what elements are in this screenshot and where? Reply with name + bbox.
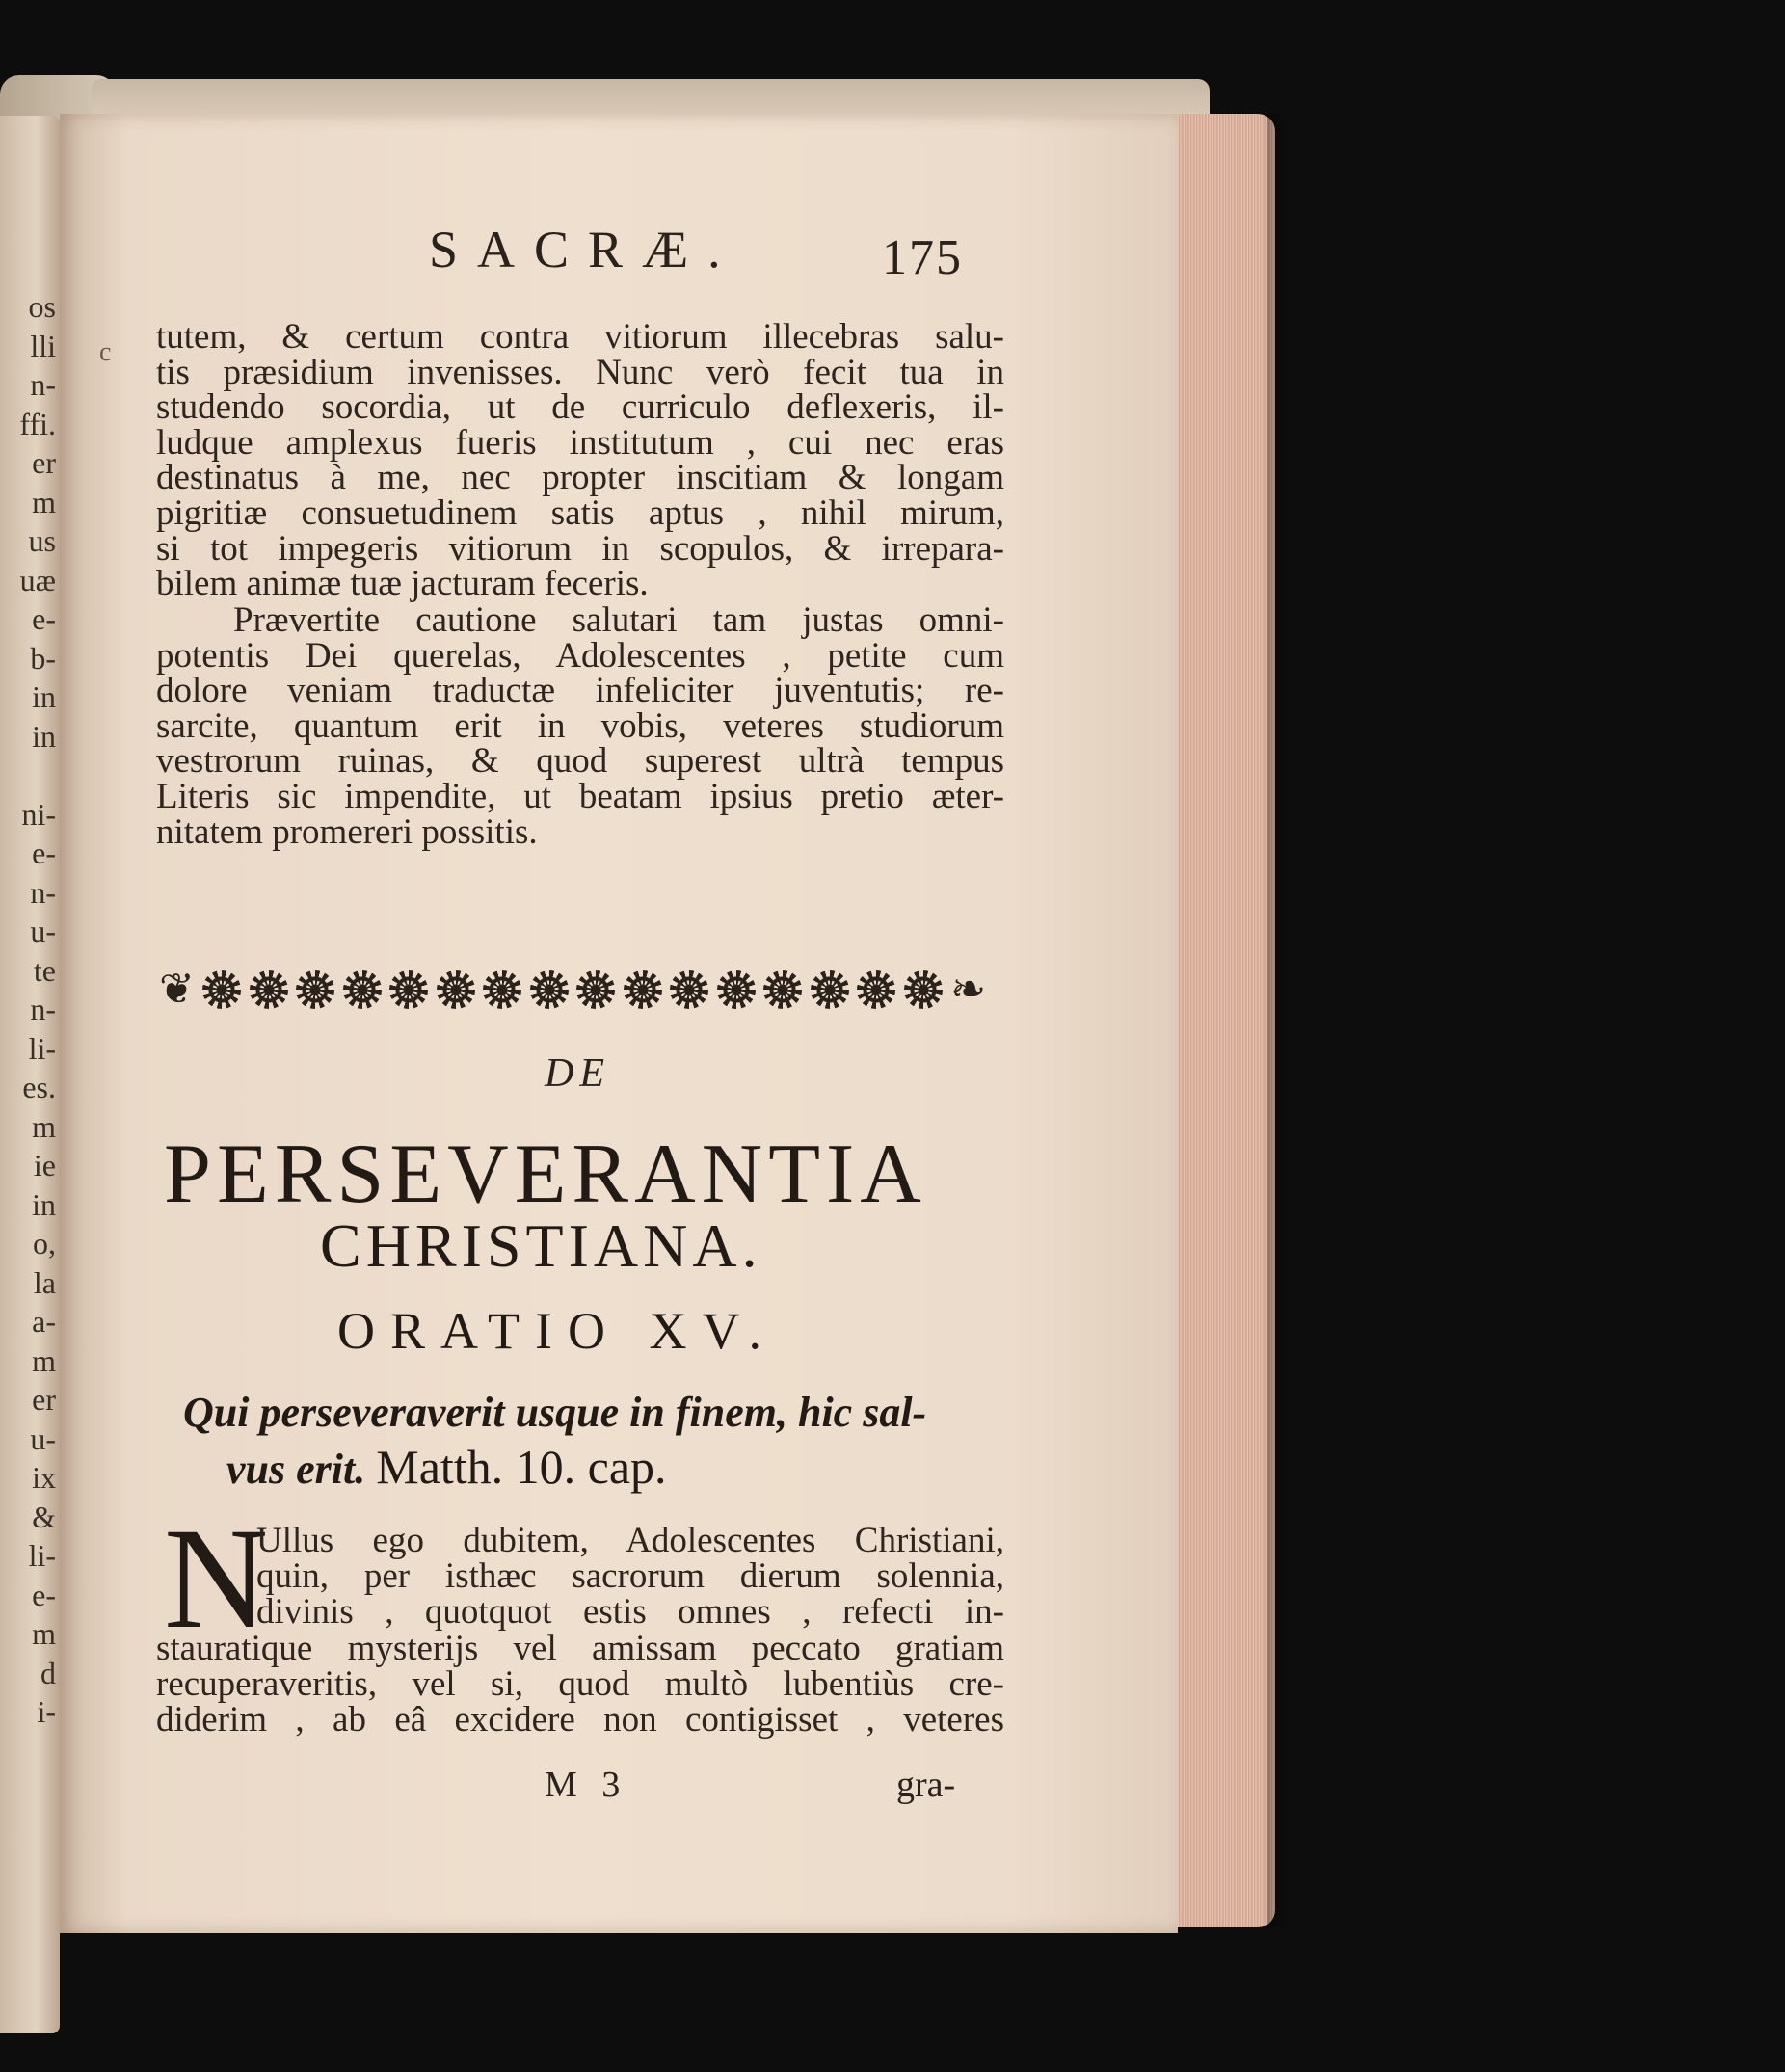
left-page-fragment: u- xyxy=(30,914,56,948)
text-line: vestrorum ruinas, & quod superest ultrà tempus xyxy=(156,741,1004,782)
left-page-fragment: u- xyxy=(30,1421,56,1456)
ornament-rosette xyxy=(343,970,382,1009)
page-number: 175 xyxy=(882,230,963,285)
left-page-fragment: n- xyxy=(30,992,56,1026)
ornament-rosette xyxy=(389,970,428,1009)
text-line: bilem animæ tuæ jacturam feceris. xyxy=(156,564,649,604)
epigraph-continuation: vus erit. xyxy=(226,1446,366,1493)
left-page-fragment: e- xyxy=(32,1577,56,1612)
left-page-fragment: ix xyxy=(32,1460,56,1495)
left-page-fragment: er xyxy=(32,445,56,480)
left-page-fragment: m xyxy=(32,484,56,519)
left-page-fragment: us xyxy=(28,523,56,558)
text-line: divinis , quotquot estis omnes , refecti in- xyxy=(256,1592,1004,1633)
text-line: dolore veniam traductæ infeliciter juventutis; re- xyxy=(156,671,1004,711)
text-line: studendo socordia, ut de curriculo deflexeris, il- xyxy=(156,387,1004,428)
left-page-fragment: & xyxy=(32,1499,56,1534)
page-header xyxy=(0,220,1785,287)
left-page-fragment: li- xyxy=(28,1030,56,1066)
ornament-rosette xyxy=(717,970,756,1009)
ornament-rosette xyxy=(296,970,334,1009)
left-page-fragment: m xyxy=(32,1616,56,1651)
signature-mark: M 3 xyxy=(545,1765,628,1805)
text-line: si tot impegeris vitiorum in scopulos, & irrepara- xyxy=(156,528,1004,569)
left-page-fragment: li- xyxy=(28,1538,56,1573)
section-title: PERSEVERANTIA xyxy=(164,1128,927,1221)
ornamental-rule xyxy=(159,967,986,1013)
ornament-rosette xyxy=(857,970,895,1009)
left-page-fragment: e- xyxy=(32,836,56,870)
page-footer xyxy=(0,1764,1785,1812)
left-page-fragment: n- xyxy=(30,367,56,402)
epigraph-line-2 xyxy=(183,1440,1002,1497)
text-line: ludque amplexus fueris institutum , cui nec eras xyxy=(156,422,1004,463)
ornament-rosette xyxy=(483,970,521,1009)
ornament-rosette xyxy=(250,970,288,1009)
left-page-fragment: er xyxy=(32,1382,56,1417)
fore-edge xyxy=(1161,114,1275,1927)
ornament-rosette xyxy=(904,970,943,1009)
left-page-fragment: o, xyxy=(33,1226,56,1261)
ornament-rosette xyxy=(624,970,662,1009)
left-page-fragment: i- xyxy=(37,1694,56,1729)
margin-mark: c xyxy=(99,337,112,367)
page-top-edge xyxy=(92,79,1210,118)
epigraph xyxy=(183,1386,1002,1497)
left-page-fragment: a- xyxy=(32,1304,56,1339)
left-page-fragment: es. xyxy=(22,1070,56,1104)
ornament-rosette xyxy=(437,970,475,1009)
text-line: Ullus ego dubitem, Adolescentes Christiani, xyxy=(256,1521,1004,1560)
title-de: DE xyxy=(545,1051,610,1096)
text-line: quin, per isthæc sacrorum dierum solennia, xyxy=(256,1556,1004,1597)
scripture-reference: Matth. 10. cap. xyxy=(376,1440,667,1494)
left-page-fragment: la xyxy=(33,1264,56,1300)
ornament-rosette xyxy=(811,970,849,1009)
text-line: potentis Dei querelas, Adolescentes , petite cum xyxy=(156,635,1004,676)
paragraph-2 xyxy=(156,600,1004,852)
text-line: nitatem promereri possitis. xyxy=(156,811,538,852)
ornament-rosette xyxy=(670,970,708,1009)
text-line: Prævertite cautione salutari tam justas omni- xyxy=(233,600,1004,640)
left-page-fragment: in xyxy=(32,1186,56,1222)
left-page-fragment: m xyxy=(32,1342,56,1378)
ornament-right-fleuron: ❧ xyxy=(950,966,986,1013)
text-line: sarcite, quantum erit in vobis, veteres studiorum xyxy=(156,705,1004,746)
section-subtitle: CHRISTIANA. xyxy=(320,1211,762,1280)
left-page-fragment: e- xyxy=(32,601,56,636)
left-page-fragment: in xyxy=(32,679,56,714)
text-line: pigritiæ consuetudinem satis aptus , nihil mirum, xyxy=(156,492,1004,533)
left-page-fragment: uæ xyxy=(19,562,56,598)
oratio-number: ORATIO XV. xyxy=(337,1302,778,1360)
left-page-fragment: te xyxy=(33,952,56,988)
left-page-fragment: in xyxy=(32,718,56,754)
running-head: SACRÆ. xyxy=(429,221,740,279)
ornament-left-fleuron: ❦ xyxy=(159,966,195,1013)
left-page-fragment: ni- xyxy=(21,796,56,832)
text-line: destinatus à me, nec propter inscitiam & longam xyxy=(156,458,1004,498)
edge-shadow xyxy=(1267,114,1287,1927)
ornament-rosette xyxy=(202,970,241,1009)
epigraph-line-1: Qui perseveraverit usque in finem, hic sal- xyxy=(183,1389,927,1436)
text-line: recuperaveritis, vel si, quod multò lubentiùs cre- xyxy=(156,1663,1004,1704)
ornament-rosette xyxy=(530,970,569,1009)
left-page-fragment: m xyxy=(32,1108,56,1144)
text-line: tis præsidium invenisses. Nunc verò fecit tua in xyxy=(156,352,1004,392)
left-page-fragment: lli xyxy=(30,328,56,363)
drop-cap: N xyxy=(164,1499,269,1659)
left-page-fragment: n- xyxy=(30,874,56,910)
left-page-fragment: d xyxy=(40,1655,56,1690)
text-line: stauratique mysterijs vel amissam peccato gratiam xyxy=(156,1628,1004,1668)
left-page-fragment: ffi. xyxy=(19,406,56,441)
ornament-rosette xyxy=(576,970,615,1009)
left-page-fragment: b- xyxy=(30,640,56,676)
left-page-fragment: ie xyxy=(33,1148,56,1182)
text-line: Literis sic impendite, ut beatam ipsius pretio æter- xyxy=(156,776,1004,816)
paragraph-1 xyxy=(156,317,1004,604)
ornament-rosette xyxy=(763,970,802,1009)
text-line: tutem, & certum contra vitiorum illecebras salu- xyxy=(156,317,1004,357)
paragraph-3 xyxy=(156,1523,1004,1738)
text-line: diderim , ab eâ excidere non contigisset , veteres xyxy=(156,1700,1004,1740)
left-page-fragment: os xyxy=(28,289,56,324)
catchword: gra- xyxy=(896,1765,956,1805)
